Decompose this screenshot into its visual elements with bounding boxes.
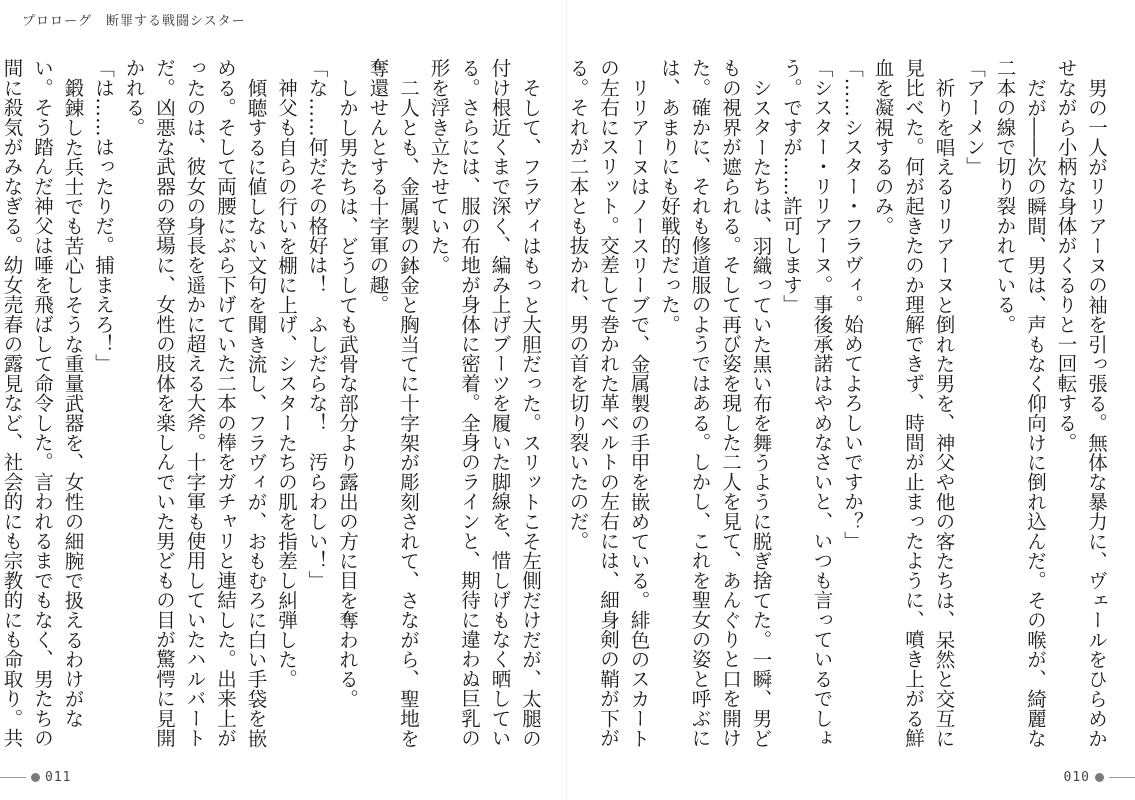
running-head: プロローグ 断罪する戦闘シスター [22,14,246,29]
paragraph: 男の一人がリリアーヌの袖を引っ張る。無体な暴力に、ヴェールをひらめかせながら小柄な身体がくるりと一回転する。 [1054,58,1108,748]
folio-dot-icon [1095,773,1104,782]
page-number: 010 [1063,769,1090,785]
folio-dot-icon [31,773,40,782]
page-number-left [0,768,71,786]
paragraph: 「……シスター・フラヴィ。始めてよろしいですか？」 [841,58,864,551]
folio-rule [0,777,26,778]
right-page-body [566,58,1111,750]
paragraph: そして、フラヴィはもっと大胆だった。スリットこそ左側だけだが、太腿の付け根近くまで深く、編み上げブーツを履いた脚線を、惜しげもなく晒している。さらには、服の布地が身体に密着。全身のラインと、期待に違わぬ巨乳の形を浮き立たせていた。 [427,58,542,748]
paragraph: 「は……はったりだ。捕まえろ！」 [92,58,115,374]
paragraph: 「な……何だその格好は！ ふしだらな！ 汚らわしい！」 [305,58,329,590]
paragraph: リリアーヌはノースリーブで、金属製の手甲を嵌めている。緋色のスカートの左右にスリット。交差して巻かれた革ベルトの左右には、細身剣の鞘が下がる。それが二本とも抜かれ、男の首を切り裂いたのだ。 [566,58,651,748]
paragraph: しかし男たちは、どうしても武骨な部分より露出の方に目を奪われる。 [336,77,359,708]
paragraph: シスターたちは、羽織っていた黒い布を舞うように脱ぎ捨てた。一瞬、男どもの視界が遮られる。そして再び姿を現した二人を見て、あんぐりと口を開けた。確かに、それも修道服のようではある。しかし、これを聖女の姿と呼ぶには、あまりにも好戦的だった。 [658,58,773,748]
right-page [567,0,1135,800]
page-number-right [1064,768,1135,786]
paragraph: 鍛錬した兵士でも苦心しそうな重量武器を、女性の細腕で扱えるわけがない。そう踏んだ神父は唾を飛ばして命令した。言われるまでもなく、男たちの間に殺気がみなぎる。幼女売春の露見など、社会的にも宗教的にも命取り。共 [0,58,85,748]
paragraph: 祈りを唱えるリリアーヌと倒れた男を、神父や他の客たちは、呆然と交互に見比べた。何が起きたのか理解できず、時間が止まったように、噴き上がる鮮血を凝視するのみ。 [871,58,956,748]
paragraph: 「アーメン」 [963,58,986,177]
paragraph: 二人とも、金属製の鉢金と胸当てに十字架が彫刻されて、さながら、聖地を奪還せんとする十字軍の趣。 [366,58,420,748]
left-page [0,0,567,800]
paragraph: 「シスター・リリアーヌ。事後承諾はやめなさいと、いつも言っているでしょう。ですが……許可します」 [780,58,834,748]
folio-rule [1109,777,1135,778]
page-number: 011 [45,769,72,785]
paragraph: 傾聴するに値しない文句を聞き流し、フラヴィが、おもむろに白い手袋を嵌める。そして両腰にぶら下げていた二本の棒をガチャリと連結した。出来上がったのは、彼女の身長を遥かに超える大斧。十字軍も使用していたハルバートだ。凶悪な武器の登場に、女性の肢体を楽しんでいた男どもの目が驚愕に見開かれる。 [122,58,268,748]
paragraph: 神父も自らの行いを棚に上げ、シスターたちの肌を指差し糾弾した。 [275,77,298,689]
paragraph: だが――次の瞬間、男は、声もなく仰向けに倒れ込んだ。その喉が、綺麗な二本の線で切り裂かれている。 [993,58,1047,748]
left-page-body [0,58,545,750]
